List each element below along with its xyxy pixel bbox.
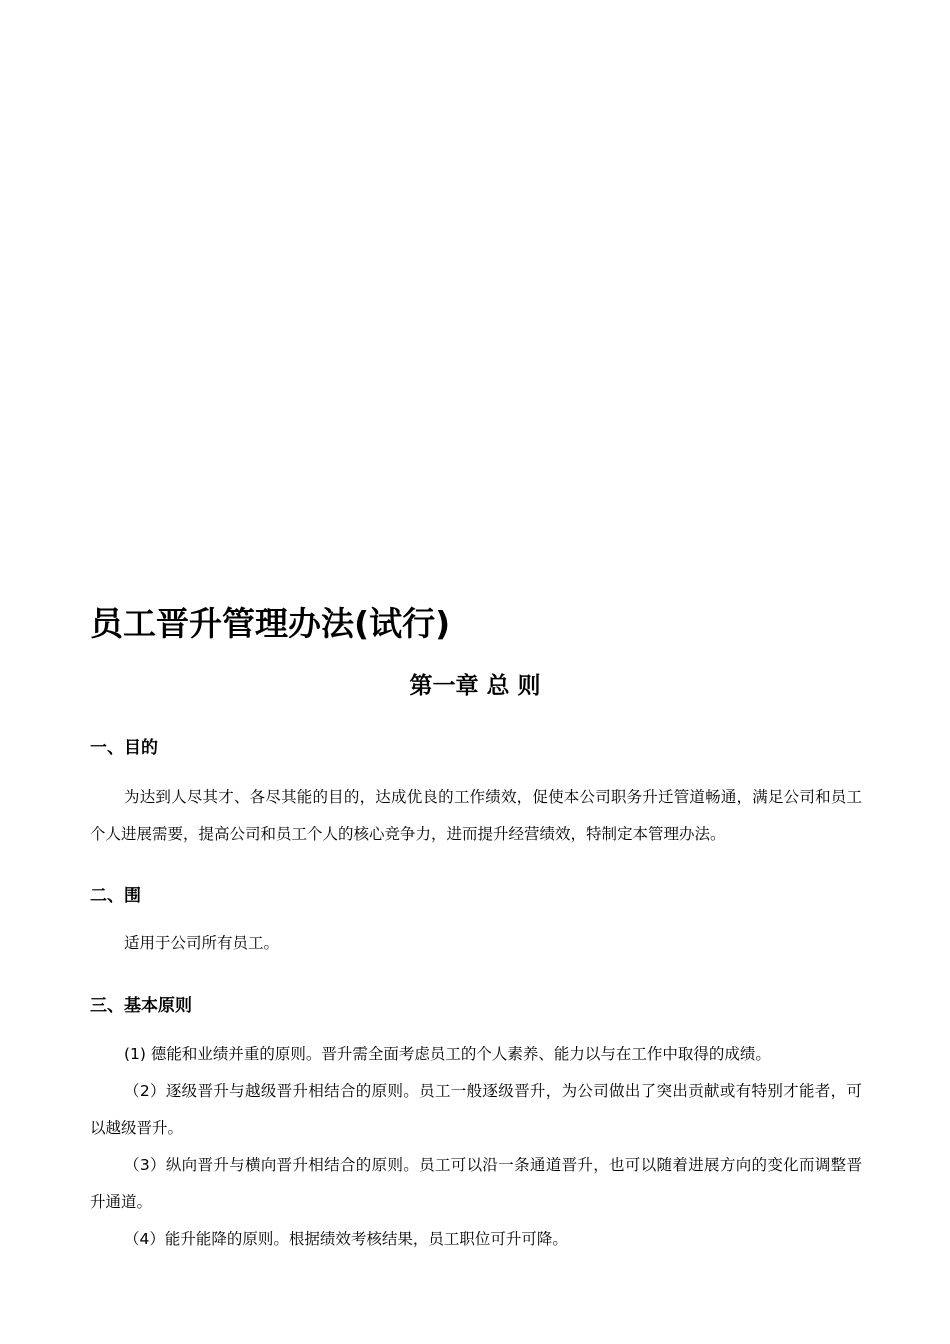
chapter-title: 第一章 总 则	[409, 673, 541, 699]
section-heading-purpose: 一、目的	[90, 738, 158, 758]
section-heading-principles: 三、基本原则	[90, 996, 192, 1016]
principle-item-2: （2）逐级晋升与越级晋升相结合的原则。员工一般逐级晋升，为公司做出了突出贡献或有特别才能者，可以越级晋升。	[90, 1082, 862, 1137]
paragraph-scope: 适用于公司所有员工。	[124, 934, 280, 952]
principle-item-4: （4）能升能降的原则。根据绩效考核结果，员工职位可升可降。	[124, 1230, 568, 1248]
principle-item-3: （3）纵向晋升与横向晋升相结合的原则。员工可以沿一条通道晋升，也可以随着进展方向的变化而调整晋升通道。	[90, 1156, 862, 1211]
section-heading-scope: 二、围	[90, 886, 141, 906]
paragraph-purpose: 为达到人尽其才、各尽其能的目的，达成优良的工作绩效，促使本公司职务升迁管道畅通，满足公司和员工个人进展需要，提高公司和员工个人的核心竞争力，进而提升经营绩效，特制定本管理办法。	[90, 788, 862, 843]
principle-item-1: (1) 德能和业绩并重的原则。晋升需全面考虑员工的个人素养、能力以与在工作中取得的成绩。	[124, 1045, 771, 1063]
document-title: 员工晋升管理办法(试行)	[90, 604, 451, 643]
